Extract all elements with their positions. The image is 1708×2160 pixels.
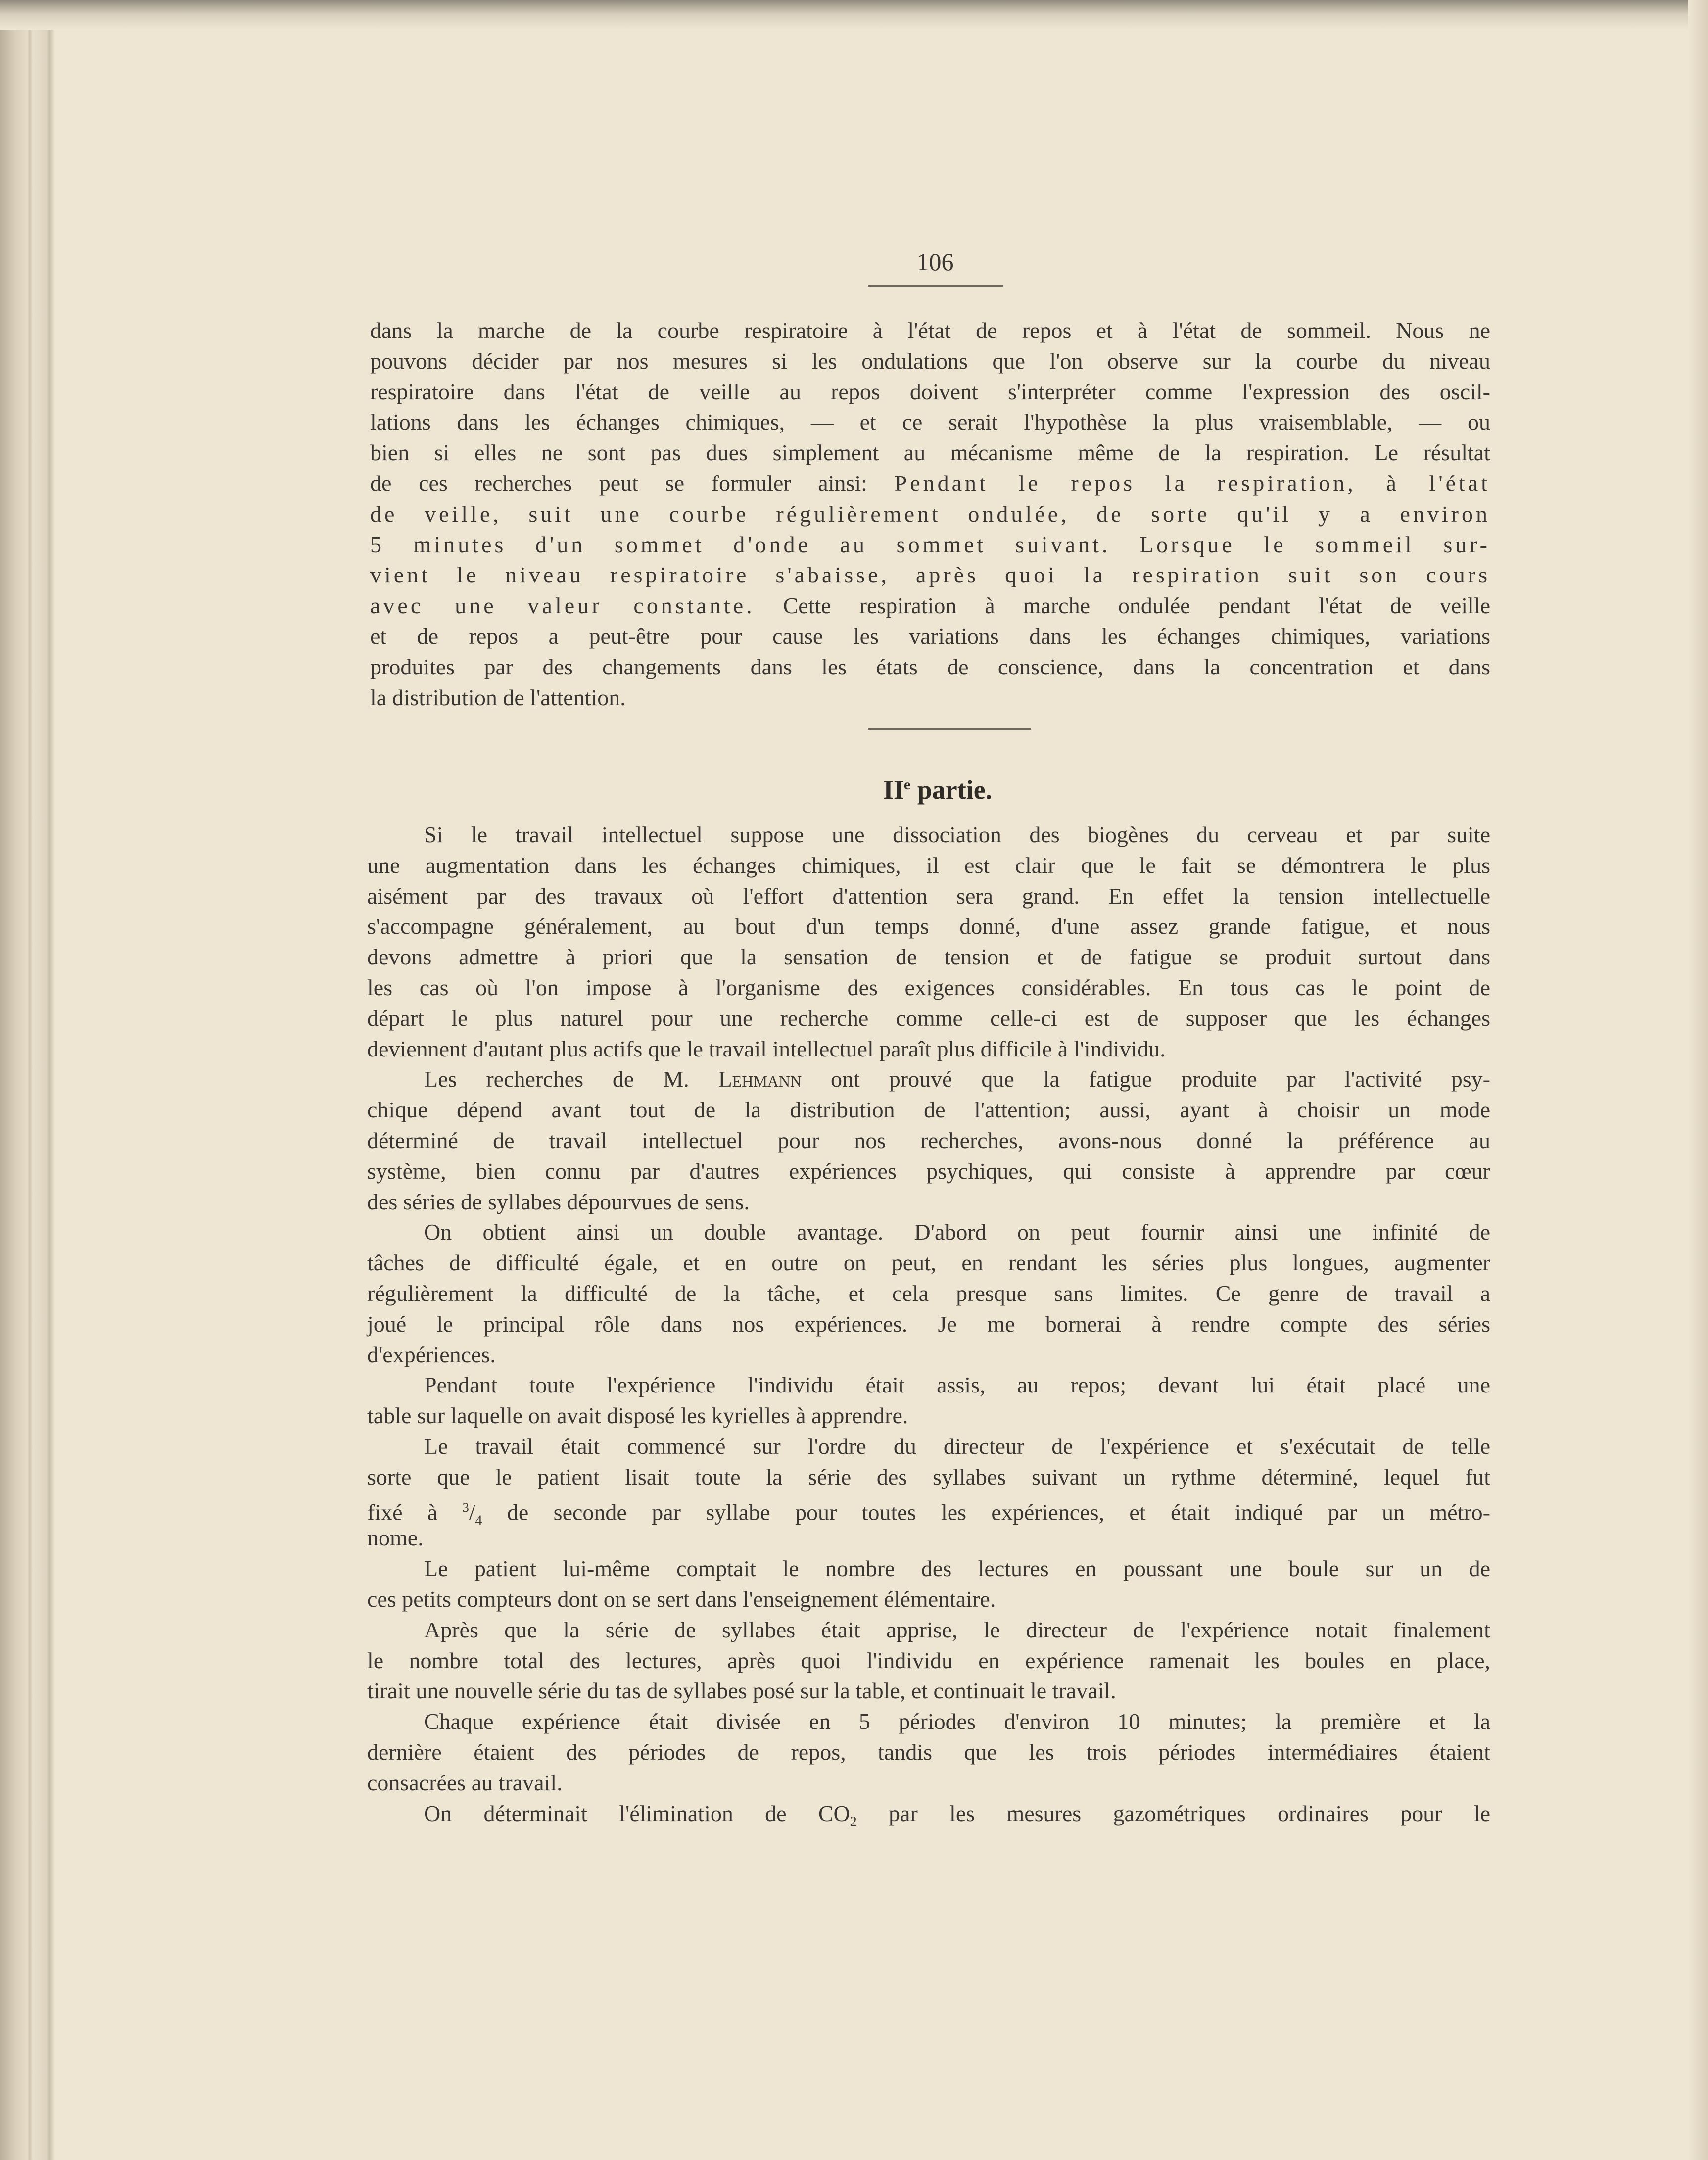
text-line: devons admettre à priori que la sensation de tension et de fatigue se produit surtout dans	[367, 944, 1490, 970]
text-line: respiratoire dans l'état de veille au repos doivent s'interpréter comme l'expression des oscil-	[370, 379, 1490, 404]
text-segment: Les recherches de M.	[424, 1066, 718, 1092]
text-line: système, bien connu par d'autres expériences psychiques, qui consiste à apprendre par cœur	[367, 1158, 1490, 1184]
text-segment: 2	[850, 1814, 857, 1829]
text-line: tâches de difficulté égale, et en outre on peut, en rendant les séries plus longues, augmenter	[367, 1250, 1490, 1276]
text-segment: On déterminait l'élimination de CO	[424, 1800, 850, 1826]
text-segment: fixé à	[367, 1499, 463, 1525]
text-segment: avec une valeur constante.	[370, 593, 755, 619]
text-line: départ le plus naturel pour une recherche comme celle-ci est de supposer que les échanges	[367, 1005, 1490, 1031]
text-segment: ont prouvé que la fatigue produite par l'activité psy-	[802, 1066, 1490, 1092]
heading-roman: II	[883, 775, 904, 805]
text-line	[370, 590, 1490, 621]
text-line: régulièrement la difficulté de la tâche, et cela presque sans limites. Ce genre de travail a	[367, 1280, 1490, 1306]
book-binding-edge	[0, 0, 54, 2160]
text-line: dans la marche de la courbe respiratoire à l'état de repos et à l'état de sommeil. Nous ne	[370, 318, 1490, 343]
section-1-text	[370, 315, 1490, 713]
page-top-edge	[0, 0, 1708, 30]
text-line: le nombre total des lectures, après quoi l'individu en expérience ramenait les boules en place,	[367, 1647, 1490, 1673]
text-line	[370, 529, 1490, 560]
section-separator	[868, 728, 1031, 730]
page-number: 106	[916, 248, 954, 276]
text-line: Pendant toute l'expérience l'individu était assis, au repos; devant lui était placé une	[424, 1372, 1490, 1398]
text-line: la distribution de l'attention.	[370, 684, 626, 710]
text-line: Le patient lui-même comptait le nombre des lectures en poussant une boule sur un de	[424, 1556, 1490, 1582]
text-line: sorte que le patient lisait toute la série des syllabes suivant un rythme déterminé, lequel fut	[367, 1464, 1490, 1489]
text-line	[367, 1064, 1490, 1095]
text-segment: par les mesures gazométriques ordinaires pour le	[856, 1800, 1491, 1826]
text-line	[367, 1492, 1490, 1529]
text-line	[370, 468, 1490, 499]
text-segment: 3	[462, 1500, 469, 1515]
text-segment: 5 minutes d'un sommet d'onde au sommet suivant. Lorsque le sommeil sur-	[370, 531, 1490, 557]
author-name: Lehmann	[718, 1066, 802, 1092]
text-line: nome.	[367, 1525, 424, 1551]
text-segment: 4	[475, 1513, 482, 1529]
text-line: produites par des changements dans les états de conscience, dans la concentration et dans	[370, 654, 1490, 679]
text-line: déterminé de travail intellectuel pour nos recherches, avons-nous donné la préférence au	[367, 1127, 1490, 1153]
text-line: une augmentation dans les échanges chimiques, il est clair que le fait se démontrera le plus	[367, 852, 1490, 878]
text-line: joué le principal rôle dans nos expériences. Je me bornerai à rendre compte des séries	[367, 1311, 1490, 1337]
text-line: deviennent d'autant plus actifs que le travail intellectuel paraît plus difficile à l'individu.	[367, 1036, 1166, 1061]
text-line: Si le travail intellectuel suppose une dissociation des biogènes du cerveau et par suite	[424, 822, 1490, 847]
text-line: Chaque expérience était divisée en 5 périodes d'environ 10 minutes; la première et la	[424, 1709, 1490, 1734]
text-segment: de veille, suit une courbe régulièrement ondulée, de sorte qu'il y a environ	[370, 501, 1490, 527]
text-line: aisément par des travaux où l'effort d'attention sera grand. En effet la tension intellectuelle	[367, 883, 1490, 909]
text-line: consacrées au travail.	[367, 1770, 563, 1795]
text-segment: Pendant le repos la respiration, à l'état	[894, 470, 1490, 496]
section-2-text	[367, 819, 1490, 1828]
text-line: des séries de syllabes dépourvues de sens.	[367, 1189, 750, 1214]
text-line: Après que la série de syllabes était apprise, le directeur de l'expérience notait finalement	[424, 1617, 1490, 1642]
text-line: dernière étaient des périodes de repos, tandis que les trois périodes intermédiaires étaient	[367, 1739, 1490, 1765]
text-segment: de ces recherches peut se formuler ainsi:	[370, 470, 895, 496]
text-line: tirait une nouvelle série du tas de syllabes posé sur la table, et continuait le travail.	[367, 1678, 1116, 1704]
section-heading	[742, 774, 1133, 805]
text-line: lations dans les échanges chimiques, — et ce serait l'hypothèse la plus vraisemblable, — ou	[370, 409, 1490, 435]
text-line: les cas où l'on impose à l'organisme des exigences considérables. En tous cas le point de	[367, 974, 1490, 1000]
text-line: bien si elles ne sont pas dues simplement au mécanisme même de la respiration. Le résultat	[370, 440, 1490, 466]
text-line	[370, 499, 1490, 529]
text-line: et de repos a peut-être pour cause les variations dans les échanges chimiques, variations	[370, 623, 1490, 649]
text-line: On obtient ainsi un double avantage. D'abord on peut fournir ainsi une infinité de	[424, 1219, 1490, 1245]
heading-text: partie.	[910, 775, 993, 805]
text-segment: vient le niveau respiratoire s'abaisse, après quoi la respiration suit son cours	[370, 562, 1490, 588]
page-right-edge	[1688, 0, 1708, 2160]
text-line: table sur laquelle on avait disposé les kyrielles à apprendre.	[367, 1403, 908, 1429]
text-segment: /	[469, 1499, 475, 1525]
text-line: Le travail était commencé sur l'ordre du directeur de l'expérience et s'exécutait de telle	[424, 1433, 1490, 1459]
text-line: pouvons décider par nos mesures si les ondulations que l'on observe sur la courbe du niveau	[370, 348, 1490, 374]
page-number-rule	[868, 285, 1003, 287]
text-line: chique dépend avant tout de la distribution de l'attention; aussi, ayant à choisir un mode	[367, 1097, 1490, 1123]
text-line: ces petits compteurs dont on se sert dans l'enseignement élémentaire.	[367, 1586, 996, 1612]
text-segment: de seconde par syllabe pour toutes les expériences, et était indiqué par un métro-	[482, 1499, 1490, 1525]
text-segment: Cette respiration à marche ondulée pendant l'état de veille	[755, 593, 1490, 619]
text-line	[367, 1798, 1490, 1829]
text-line: d'expériences.	[367, 1342, 496, 1367]
heading-superscript: e	[903, 776, 911, 793]
text-line: s'accompagne généralement, au bout d'un temps donné, d'une assez grande fatigue, et nous	[367, 913, 1490, 939]
text-line	[370, 560, 1490, 590]
